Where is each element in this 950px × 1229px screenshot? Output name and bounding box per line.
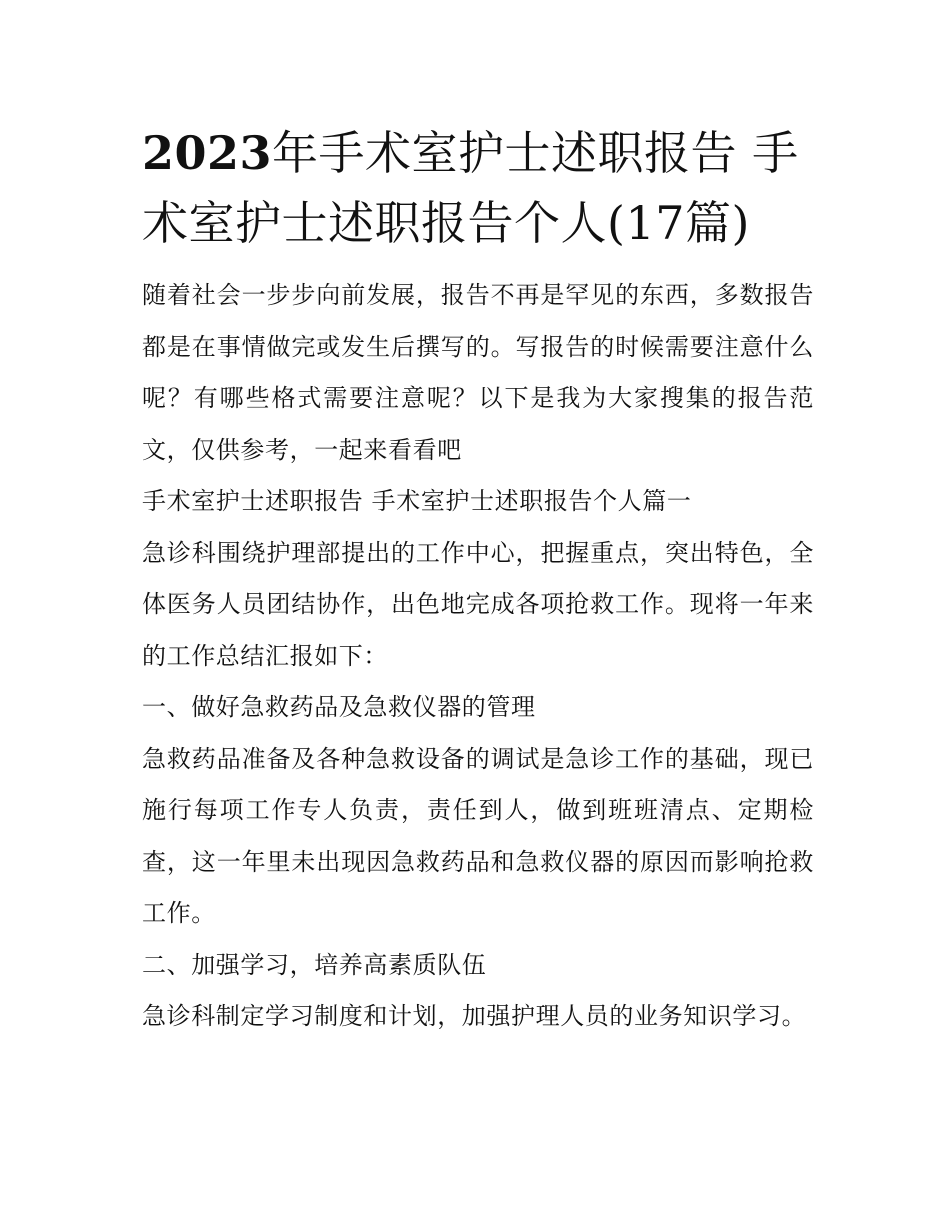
document-body [142,270,814,1043]
drug-management-paragraph: 急救药品准备及各种急救设备的调试是急诊工作的基础，现已施行每项工作专人负责，责任到人，做到班班清点、定期检查，这一年里未出现因急救药品和急救仪器的原因而影响抢救工作。 [142,744,814,927]
title-year: 2023 [142,126,273,180]
section-heading-part-one: 手术室护士述职报告 手术室护士述职报告个人篇一 [142,487,692,515]
document-page [142,118,814,1043]
document-title [142,118,814,258]
training-paragraph: 急诊科制定学习制度和计划，加强护理人员的业务知识学习。 [142,1002,807,1030]
title-text: 年手术室护士述职报告 手术室护士述职报告个人(17篇) [142,126,799,250]
summary-paragraph: 急诊科围绕护理部提出的工作中心，把握重点，突出特色，全体医务人员团结协作，出色地完成各项抢救工作。现将一年来的工作总结汇报如下： [142,538,814,670]
subheading-drug-management: 一、做好急救药品及急救仪器的管理 [142,693,536,721]
intro-paragraph: 随着社会一步步向前发展，报告不再是罕见的东西，多数报告都是在事情做完或发生后撰写的。写报告的时候需要注意什么呢？有哪些格式需要注意呢？以下是我为大家搜集的报告范文，仅供参考，一起来看看吧 [142,281,814,464]
subheading-training: 二、加强学习，培养高素质队伍 [142,950,487,979]
